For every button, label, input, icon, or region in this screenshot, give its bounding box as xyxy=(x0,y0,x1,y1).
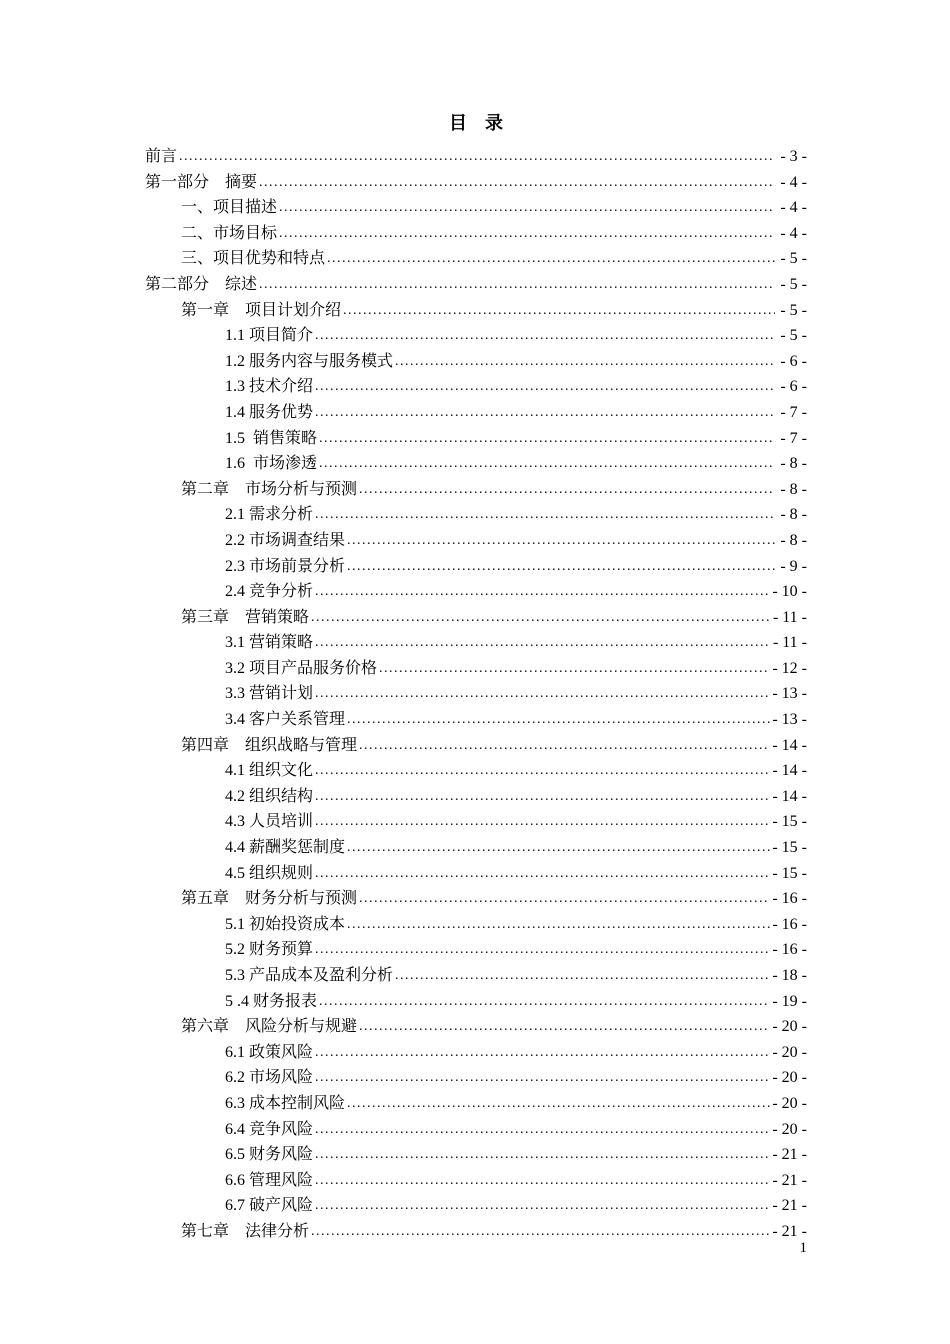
footer-page-number: 1 xyxy=(799,1240,807,1256)
toc-dot-leader xyxy=(395,350,775,375)
toc-entry[interactable] xyxy=(145,350,807,376)
toc-entry[interactable] xyxy=(145,990,807,1016)
toc-entry-page: - 16 - xyxy=(772,890,807,908)
toc-entry-label: 1.5 销售策略 xyxy=(225,429,318,447)
toc-entry-label: 2.4 竞争分析 xyxy=(225,583,314,601)
toc-entry-page: - 20 - xyxy=(772,1120,807,1138)
toc-entry-label: 5.1 初始投资成本 xyxy=(225,915,346,933)
toc-entry-label: 第二章 市场分析与预测 xyxy=(181,480,358,498)
toc-dot-leader xyxy=(395,964,770,989)
toc-entry[interactable] xyxy=(145,964,807,990)
toc-entry-label: 2.1 需求分析 xyxy=(225,506,314,524)
toc-entry-page: - 7 - xyxy=(780,403,807,421)
toc-entry-label: 6.4 竞争风险 xyxy=(225,1120,314,1138)
toc-entry[interactable] xyxy=(145,401,807,427)
toc-entry[interactable] xyxy=(145,606,807,632)
toc-dot-leader xyxy=(379,657,770,682)
toc-dot-leader xyxy=(315,810,770,835)
toc-entry[interactable] xyxy=(145,529,807,555)
toc-dot-leader xyxy=(315,862,770,887)
toc-dot-leader xyxy=(343,299,775,324)
toc-entry[interactable] xyxy=(145,1194,807,1220)
toc-entry-label: 6.1 政策风险 xyxy=(225,1043,314,1061)
toc-entry-page: - 11 - xyxy=(772,634,807,652)
toc-entry-label: 6.2 市场风险 xyxy=(225,1069,314,1087)
toc-entry-page: - 16 - xyxy=(772,941,807,959)
toc-entry[interactable] xyxy=(145,1169,807,1195)
toc-entry-page: - 7 - xyxy=(780,429,807,447)
toc-entry-page: - 6 - xyxy=(780,378,807,396)
toc-entry-label: 2.3 市场前景分析 xyxy=(225,557,346,575)
toc-entry-page: - 19 - xyxy=(772,992,807,1010)
toc-list xyxy=(145,145,807,1246)
toc-entry[interactable] xyxy=(145,247,807,273)
toc-dot-leader xyxy=(259,273,775,298)
toc-entry-label: 1.2 服务内容与服务模式 xyxy=(225,352,394,370)
toc-dot-leader xyxy=(347,529,775,554)
toc-dot-leader xyxy=(279,222,775,247)
toc-entry-label: 5 .4 财务报表 xyxy=(225,992,318,1010)
toc-entry-page: - 4 - xyxy=(780,199,807,217)
toc-entry-page: - 14 - xyxy=(772,762,807,780)
toc-entry[interactable] xyxy=(145,785,807,811)
toc-entry-page: - 11 - xyxy=(772,608,807,626)
toc-entry-label: 第六章 风险分析与规避 xyxy=(181,1018,358,1036)
toc-dot-leader xyxy=(315,682,770,707)
toc-entry-page: - 10 - xyxy=(772,583,807,601)
toc-dot-leader xyxy=(311,606,771,631)
toc-entry-label: 6.7 破产风险 xyxy=(225,1197,314,1215)
toc-entry-page: - 3 - xyxy=(780,148,807,165)
toc-entry[interactable] xyxy=(145,759,807,785)
toc-entry-label: 5.3 产品成本及盈利分析 xyxy=(225,967,394,984)
toc-dot-leader xyxy=(315,1041,770,1066)
toc-entry[interactable] xyxy=(145,503,807,529)
toc-entry-label: 5.2 财务预算 xyxy=(225,941,314,959)
toc-dot-leader xyxy=(347,555,775,580)
toc-dot-leader xyxy=(319,427,775,452)
toc-entry-label: 4.1 组织文化 xyxy=(225,762,314,780)
toc-dot-leader xyxy=(315,759,770,784)
toc-entry-label: 1.3 技术介绍 xyxy=(225,378,314,396)
toc-entry-page: - 15 - xyxy=(772,864,807,882)
toc-entry-label: 前言 xyxy=(145,148,178,165)
toc-dot-leader xyxy=(319,990,770,1015)
toc-dot-leader xyxy=(315,1118,770,1143)
toc-entry-label: 1.1 项目简介 xyxy=(225,327,314,345)
toc-entry-page: - 14 - xyxy=(772,736,807,754)
toc-entry-label: 3.2 项目产品服务价格 xyxy=(225,659,378,677)
toc-entry[interactable] xyxy=(145,196,807,222)
toc-entry-label: 1.6 市场渗透 xyxy=(225,455,318,473)
toc-entry-label: 三、项目优势和特点 xyxy=(181,250,326,268)
toc-entry-label: 第二部分 综述 xyxy=(145,275,258,293)
toc-entry[interactable] xyxy=(145,1041,807,1067)
toc-entry-page: - 5 - xyxy=(780,327,807,345)
toc-entry[interactable] xyxy=(145,938,807,964)
toc-entry-page: - 9 - xyxy=(780,557,807,575)
toc-entry-label: 一、项目描述 xyxy=(181,199,278,217)
toc-entry[interactable] xyxy=(145,734,807,760)
toc-entry[interactable] xyxy=(145,427,807,453)
toc-entry[interactable] xyxy=(145,913,807,939)
toc-dot-leader xyxy=(315,938,770,963)
toc-entry[interactable] xyxy=(145,810,807,836)
toc-entry-page: - 20 - xyxy=(772,1069,807,1087)
toc-entry[interactable] xyxy=(145,657,807,683)
toc-entry-label: 3.1 营销策略 xyxy=(225,634,314,652)
toc-dot-leader xyxy=(359,887,770,912)
toc-entry-label: 4.2 组织结构 xyxy=(225,787,314,805)
toc-dot-leader xyxy=(359,1015,770,1040)
toc-dot-leader xyxy=(315,375,775,400)
toc-dot-leader xyxy=(315,1194,770,1219)
toc-dot-leader xyxy=(259,171,775,196)
toc-title: 目 录 xyxy=(449,113,503,133)
toc-entry-label: 4.5 组织规则 xyxy=(225,864,314,882)
toc-entry-page: - 13 - xyxy=(772,685,807,703)
toc-entry[interactable] xyxy=(145,631,807,657)
toc-dot-leader xyxy=(319,452,775,477)
toc-entry-label: 1.4 服务优势 xyxy=(225,403,314,421)
toc-entry-label: 第七章 法律分析 xyxy=(181,1222,310,1240)
toc-entry[interactable] xyxy=(145,1015,807,1041)
toc-entry-page: - 8 - xyxy=(780,455,807,473)
toc-entry-label: 6.3 成本控制风险 xyxy=(225,1094,346,1112)
toc-entry[interactable] xyxy=(145,452,807,478)
toc-entry-label: 3.4 客户关系管理 xyxy=(225,711,346,729)
toc-dot-leader xyxy=(315,1066,770,1091)
toc-entry[interactable] xyxy=(145,887,807,913)
toc-dot-leader xyxy=(315,324,775,349)
toc-entry-label: 6.6 管理风险 xyxy=(225,1171,314,1189)
toc-entry[interactable] xyxy=(145,324,807,350)
toc-entry-page: - 16 - xyxy=(772,915,807,933)
toc-entry-page: - 20 - xyxy=(772,1094,807,1112)
toc-entry-page: - 6 - xyxy=(780,352,807,370)
toc-entry-page: - 20 - xyxy=(772,1018,807,1036)
toc-dot-leader xyxy=(179,145,775,170)
toc-entry-page: - 21 - xyxy=(772,1197,807,1215)
toc-entry[interactable] xyxy=(145,1118,807,1144)
toc-entry-label: 第一部分 摘要 xyxy=(145,173,258,191)
toc-entry[interactable] xyxy=(145,1143,807,1169)
toc-entry[interactable] xyxy=(145,1092,807,1118)
toc-entry[interactable] xyxy=(145,580,807,606)
toc-entry-label: 二、市场目标 xyxy=(181,224,278,242)
toc-entry-page: - 13 - xyxy=(772,711,807,729)
toc-entry[interactable] xyxy=(145,555,807,581)
toc-entry-page: - 15 - xyxy=(772,839,807,857)
toc-entry[interactable] xyxy=(145,682,807,708)
toc-entry-label: 2.2 市场调查结果 xyxy=(225,531,346,549)
toc-dot-leader xyxy=(359,734,770,759)
toc-entry[interactable] xyxy=(145,222,807,248)
toc-dot-leader xyxy=(315,503,775,528)
toc-entry[interactable] xyxy=(145,273,807,299)
toc-entry-page: - 8 - xyxy=(780,480,807,498)
toc-entry[interactable] xyxy=(145,478,807,504)
toc-entry-label: 6.5 财务风险 xyxy=(225,1146,314,1164)
toc-entry-page: - 14 - xyxy=(772,787,807,805)
toc-dot-leader xyxy=(347,1092,770,1117)
toc-entry-page: - 4 - xyxy=(780,224,807,242)
toc-entry-label: 第四章 组织战略与管理 xyxy=(181,736,358,754)
toc-entry-page: - 8 - xyxy=(780,531,807,549)
toc-entry-page: - 12 - xyxy=(772,659,807,677)
toc-entry-label: 4.4 薪酬奖惩制度 xyxy=(225,839,346,857)
toc-entry[interactable] xyxy=(145,299,807,325)
toc-entry-label: 3.3 营销计划 xyxy=(225,685,314,703)
toc-entry-label: 4.3 人员培训 xyxy=(225,813,314,831)
toc-dot-leader xyxy=(347,836,770,861)
toc-entry[interactable] xyxy=(145,836,807,862)
toc-entry-page: - 5 - xyxy=(780,301,807,319)
toc-entry-page: - 21 - xyxy=(772,1171,807,1189)
toc-entry-page: - 15 - xyxy=(772,813,807,831)
toc-dot-leader xyxy=(315,580,770,605)
toc-entry[interactable] xyxy=(145,145,807,171)
toc-entry-label: 第一章 项目计划介绍 xyxy=(181,301,342,319)
toc-entry-label: 第五章 财务分析与预测 xyxy=(181,890,358,908)
toc-entry[interactable] xyxy=(145,171,807,197)
toc-dot-leader xyxy=(315,1169,770,1194)
toc-entry-page: - 21 - xyxy=(772,1222,807,1240)
toc-dot-leader xyxy=(315,1143,770,1168)
toc-entry-page: - 5 - xyxy=(780,250,807,268)
toc-entry-page: - 8 - xyxy=(780,506,807,524)
toc-entry-page: - 4 - xyxy=(780,173,807,191)
toc-dot-leader xyxy=(359,478,775,503)
toc-dot-leader xyxy=(315,785,770,810)
toc-dot-leader xyxy=(347,708,770,733)
toc-entry-page: - 5 - xyxy=(780,275,807,293)
toc-dot-leader xyxy=(327,247,775,272)
toc-entry-page: - 20 - xyxy=(772,1043,807,1061)
toc-entry[interactable] xyxy=(145,708,807,734)
toc-dot-leader xyxy=(347,913,770,938)
toc-entry[interactable] xyxy=(145,862,807,888)
toc-entry[interactable] xyxy=(145,375,807,401)
toc-entry-page: - 18 - xyxy=(772,967,807,984)
toc-dot-leader xyxy=(279,196,775,221)
toc-entry-label: 第三章 营销策略 xyxy=(181,608,310,626)
toc-entry[interactable] xyxy=(145,1066,807,1092)
toc-dot-leader xyxy=(315,401,775,426)
toc-dot-leader xyxy=(315,631,771,656)
toc-entry-page: - 21 - xyxy=(772,1146,807,1164)
toc-content xyxy=(145,110,807,1246)
